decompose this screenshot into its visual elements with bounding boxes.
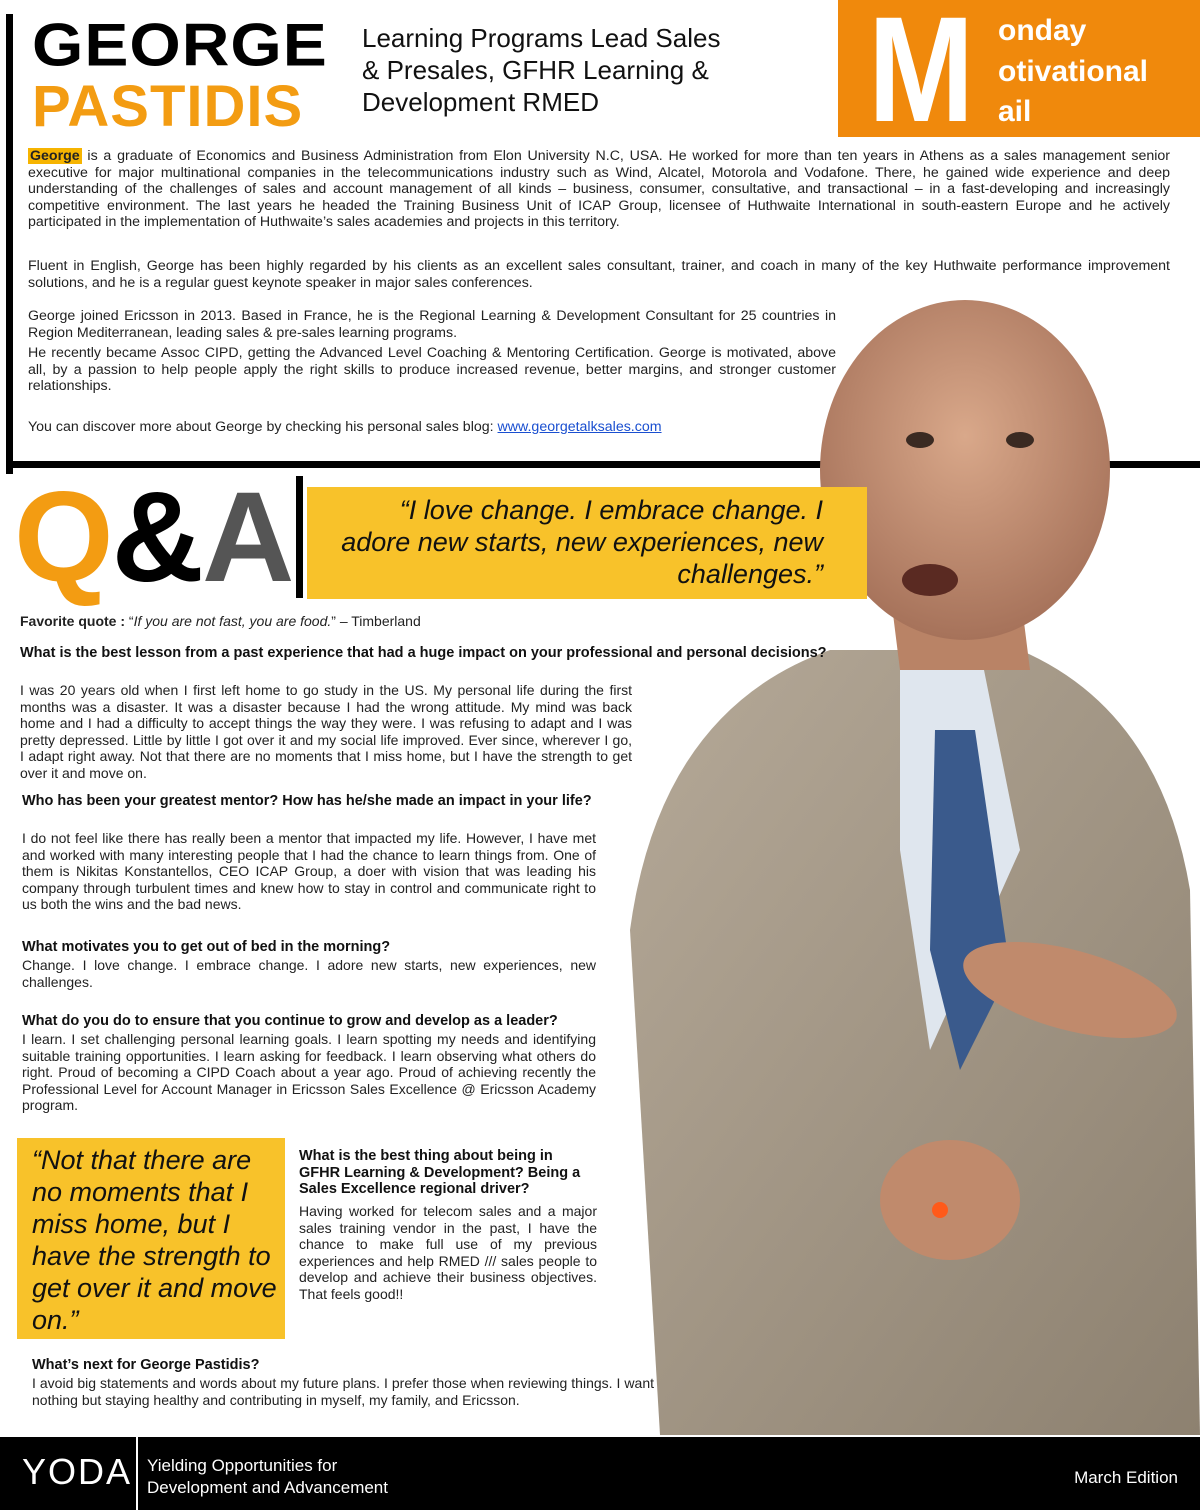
header-frame-left xyxy=(6,14,13,474)
job-title-line: & Presales, GFHR Learning & xyxy=(362,55,709,85)
bio-paragraph: George joined Ericsson in 2013. Based in France, he is the Regional Learning & Development Consultant for 25 countries in Region Mediterranean, leading sales & pre-sales learning programs. xyxy=(28,308,836,341)
first-name: GEORGE xyxy=(32,10,328,79)
bio-paragraph: He recently became Assoc CIPD, getting the Advanced Level Coaching & Mentoring Certification. George is motivated, above all, by a passion to help people apply the right skills to produce increased revenue, better margins, and stronger customer relationships. xyxy=(28,345,836,395)
question: What is the best thing about being in GFHR Learning & Development? Being a Sales Excellence regional driver? xyxy=(299,1148,581,1197)
answer: I do not feel like there has really been a mentor that impacted my life. However, I have met and worked with many interesting people that I had the chance to learn things from. One of them is Nikitas Konstantellos, CEO ICAP Group, a doer with vision that was leading his company through turbulent times and knew how to stay in control and communicate right to us both the wins and the bad news. xyxy=(22,830,596,913)
footer xyxy=(0,1437,1200,1510)
question: What do you do to ensure that you continue to grow and develop as a leader? xyxy=(22,1013,558,1029)
quote-open-mark: “ xyxy=(128,613,134,629)
job-title xyxy=(362,22,782,118)
tagline-line: Development and Advancement xyxy=(147,1478,388,1497)
badge-letter: M xyxy=(868,0,975,153)
blog-link[interactable]: www.georgetalksales.com xyxy=(497,419,662,435)
question: Who has been your greatest mentor? How has he/she made an impact in your life? xyxy=(22,793,592,809)
question: What motivates you to get out of bed in the morning? xyxy=(22,939,391,955)
badge-word-monday: onday xyxy=(998,14,1087,47)
pull-quote-side: “Not that there are no moments that I miss home, but I have the strength to get over it and move on.” xyxy=(17,1138,285,1339)
question: What’s next for George Pastidis? xyxy=(32,1357,260,1373)
monday-motivational-mail-badge xyxy=(838,0,1200,153)
bio-text: is a graduate of Economics and Business Administration from Elon University N.C, USA. He worked for more than ten years in Athens as a sales management senior executive for major multinational companies in the telecommunications industry such as Wind, Alcatel, Motorola and Vodafone. There, he gained wide experience and deep understanding of the challenges of sales and account management of all kinds – business, consumer, consultative, and transactional – in a fast-developing and increasingly competitive environment. The last years he headed the Training Business Unit of ICAP Group, licensee of Huthwaite International in south-eastern Europe and he actively participated in the implementation of Huthwaite’s sales academies and projects in this territory. xyxy=(28,148,1170,231)
answer: Change. I love change. I embrace change. I adore new starts, new experiences, new challenges. xyxy=(22,957,596,990)
quote-attribution: ” – Timberland xyxy=(331,613,421,629)
answer: Having worked for telecom sales and a major sales training vendor in the past, I have the chance to make full use of my previous experiences and help RMED /// sales people to develop and achieve their business objectives. That feels good!! xyxy=(299,1203,597,1302)
badge-word-mail: ail xyxy=(998,95,1032,128)
job-title-line: Learning Programs Lead Sales xyxy=(362,23,721,53)
favorite-quote-text: If you are not fast, you are food. xyxy=(133,613,332,629)
favorite-quote xyxy=(20,613,421,629)
bio-paragraph: Fluent in English, George has been highly regarded by his clients as an excellent sales consultant, trainer, and coach in many of the key Huthwaite performance improvement solutions, and he is a regular guest keynote speaker in major sales conferences. xyxy=(28,258,1170,291)
question: What is the best lesson from a past experience that had a huge impact on your professional and personal decisions? xyxy=(20,645,827,661)
favorite-quote-label: Favorite quote : xyxy=(20,613,129,629)
pull-quote-top: “I love change. I embrace change. I adore new starts, new experiences, new challenges.” xyxy=(307,487,867,599)
qa-ampersand: & xyxy=(111,466,202,609)
yoda-logo: YODA xyxy=(22,1451,133,1492)
footer-tagline xyxy=(147,1455,388,1499)
answer: I was 20 years old when I first left home to go study in the US. My personal life during the first months was a disaster. It was a disaster because I had the wrong attitude. My mind was back home and I had a difficulty to accept things the way they were. I was refusing to adapt and I was pretty depressed. Little by little I got over it and my social life improved. Ever since, wherever I go, I adapt right away. Not that there are no moments that I miss home, but I have the strength to get over it and move on. xyxy=(20,682,632,781)
qa-letter-q: Q xyxy=(14,466,112,609)
answer: I avoid big statements and words about my future plans. I prefer those when reviewing things. I want nothing but staying healthy and contributing in myself, my family, and Ericsson. xyxy=(32,1375,654,1408)
portrait-photo xyxy=(600,290,1200,1435)
bio-paragraph xyxy=(28,148,1170,231)
qa-letter-a: A xyxy=(202,466,293,609)
last-name: PASTIDIS xyxy=(32,74,304,139)
qa-heading xyxy=(14,468,292,608)
badge-word-motivational: otivational xyxy=(998,55,1149,88)
answer: I learn. I set challenging personal learning goals. I learn spotting my needs and identifying suitable training opportunities. I learn asking for feedback. I learn observing what others do right. Proud of becoming a CIPD Coach about a year ago. Proud of achieving recently the Professional Level for Account Manager in Ericsson Sales Excellence @ Ericsson Academy program. xyxy=(22,1031,596,1114)
job-title-line: Development RMED xyxy=(362,87,599,117)
bio-text: You can discover more about George by checking his personal sales blog: xyxy=(28,419,498,435)
qa-divider xyxy=(296,476,303,598)
footer-divider xyxy=(136,1437,138,1510)
highlighted-name: George xyxy=(30,148,80,164)
edition-label: March Edition xyxy=(1074,1468,1178,1487)
tagline-line: Yielding Opportunities for xyxy=(147,1456,338,1475)
